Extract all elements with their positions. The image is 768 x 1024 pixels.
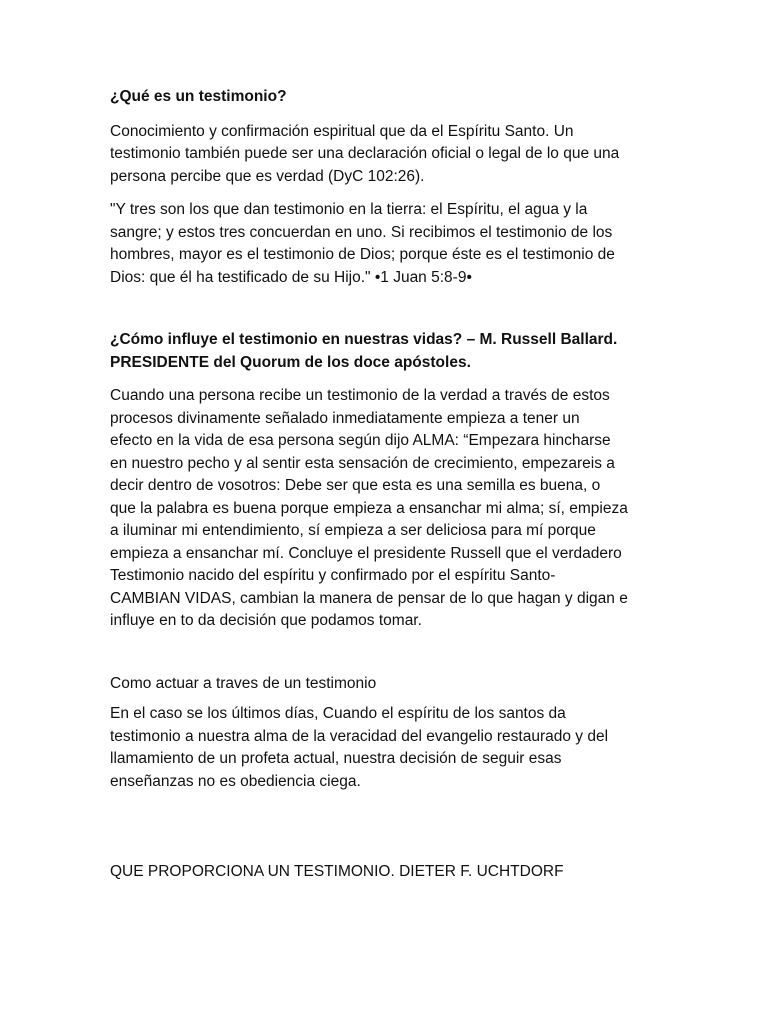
paragraph-line: persona percibe que es verdad (DyC 102:26). bbox=[110, 167, 425, 185]
paragraph-line: Testimonio nacido del espíritu y confirmado por el espíritu Santo- bbox=[110, 567, 556, 584]
paragraph-line: empieza a ensanchar mí. Concluye el presidente Russell que el verdadero bbox=[110, 544, 622, 562]
paragraph-line: que la palabra es buena porque empieza a ensanchar mi alma; sí, empieza bbox=[110, 499, 628, 517]
paragraph-line: influye en to da decisión que podamos tomar. bbox=[110, 612, 422, 629]
heading-que-proporciona: QUE PROPORCIONA UN TESTIMONIO. DIETER F. UCHTDORF bbox=[110, 863, 564, 880]
paragraph-line: decir dentro de vosotros: Debe ser que esta es una semilla es buena, o bbox=[110, 477, 601, 494]
paragraph-line: Conocimiento y confirmación espiritual que da el Espíritu Santo. Un bbox=[110, 122, 574, 140]
paragraph-line: testimonio a nuestra alma de la veracidad del evangelio restaurado y del bbox=[110, 727, 609, 745]
heading-line: ¿Cómo influye el testimonio en nuestras vidas? – M. Russell Ballard. bbox=[110, 331, 618, 348]
paragraph-line: enseñanzas no es obediencia ciega. bbox=[110, 772, 361, 790]
paragraph-alma-quote bbox=[110, 385, 670, 633]
paragraph-line: efecto en la vida de esa persona según dijo ALMA: “Empezara hincharse bbox=[110, 432, 611, 449]
paragraph-line: "Y tres son los que dan testimonio en la tierra: el Espíritu, el agua y la bbox=[110, 201, 588, 218]
paragraph-line: procesos divinamente señalado inmediatamente empieza a tener un bbox=[110, 409, 580, 427]
paragraph-ultimos-dias bbox=[110, 703, 670, 793]
paragraph-line: en nuestro pecho y al sentir esta sensación de crecimiento, empezareis a bbox=[110, 454, 615, 472]
heading-como-influye bbox=[110, 329, 670, 374]
heading-que-es-testimonio: ¿Qué es un testimonio? bbox=[110, 88, 287, 105]
heading-line: PRESIDENTE del Quorum de los doce apóstoles. bbox=[110, 353, 471, 371]
paragraph-line: Cuando una persona recibe un testimonio de la verdad a través de estos bbox=[110, 387, 610, 404]
paragraph-line: llamamiento de un profeta actual, nuestra decisión de seguir esas bbox=[110, 750, 562, 767]
paragraph-definition bbox=[110, 121, 670, 189]
heading-como-actuar: Como actuar a traves de un testimonio bbox=[110, 674, 377, 692]
paragraph-line: Dios: que él ha testificado de su Hijo." •1 Juan 5:8-9• bbox=[110, 268, 472, 286]
paragraph-line: En el caso se los últimos días, Cuando el espíritu de los santos da bbox=[110, 705, 566, 722]
paragraph-line: CAMBIAN VIDAS, cambian la manera de pensar de lo que hagan y digan e bbox=[110, 589, 628, 607]
paragraph-line: testimonio también puede ser una declaración oficial o legal de lo que una bbox=[110, 145, 620, 162]
paragraph-line: hombres, mayor es el testimonio de Dios; porque éste es el testimonio de bbox=[110, 246, 615, 263]
paragraph-line: sangre; y estos tres concuerdan en uno. Si recibimos el testimonio de los bbox=[110, 223, 613, 241]
document-page bbox=[110, 86, 670, 884]
paragraph-scripture-quote bbox=[110, 199, 670, 289]
paragraph-line: a iluminar mi entendimiento, sí empieza a ser deliciosa para mí porque bbox=[110, 522, 596, 539]
